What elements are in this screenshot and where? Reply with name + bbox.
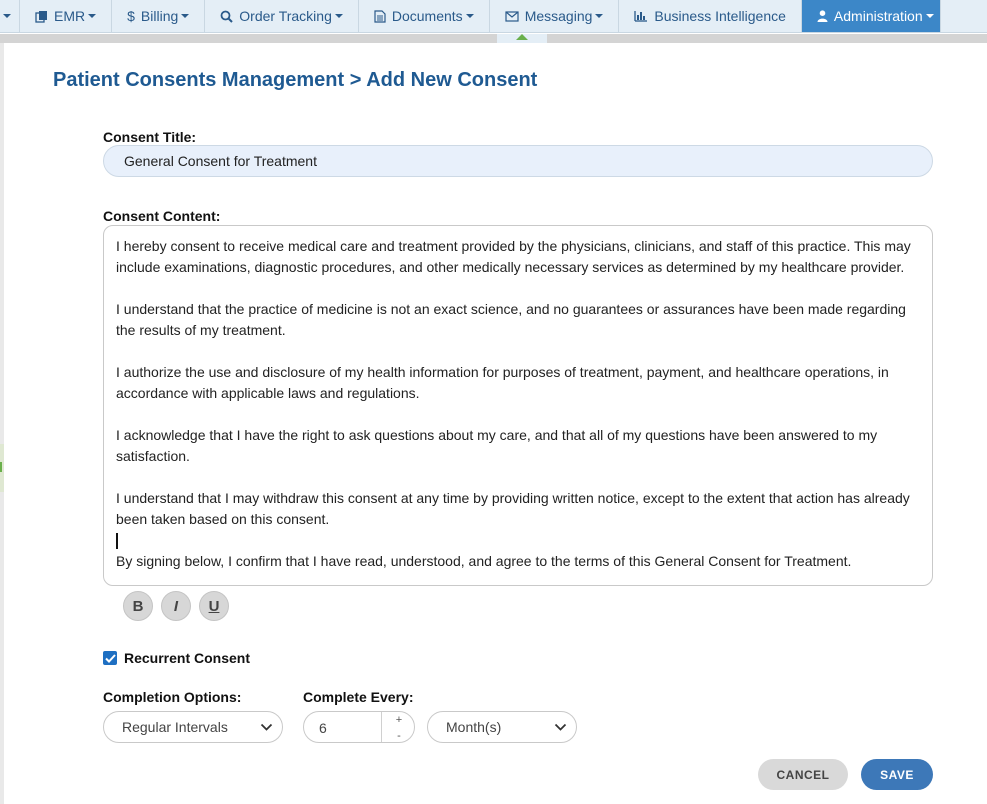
complete-every-label: Complete Every: [303,689,414,705]
period-value: Month(s) [446,719,502,735]
consent-paragraph: By signing below, I confirm that I have read, understood, and agree to the terms of this General Consent for Treatment. [116,553,852,569]
chevron-down-icon [554,722,567,732]
caret-down-icon [335,14,343,18]
consent-paragraph: I understand that I may withdraw this consent at any time by providing written notice, except to the extent that action has already been taken based on this consent. [116,490,910,527]
save-button[interactable]: SAVE [861,759,933,790]
consent-title-label: Consent Title: [103,129,197,145]
caret-down-icon [595,14,603,18]
nav-item-label: EMR [54,8,86,24]
underline-button[interactable]: U [199,591,229,621]
recurrent-consent-label: Recurrent Consent [124,650,251,666]
complete-every-stepper[interactable] [303,711,415,743]
consent-paragraph: I acknowledge that I have the right to ask questions about my care, and that all of my questions have been answered to my satisfaction. [116,427,878,464]
document-icon [374,10,386,23]
complete-every-value[interactable]: 6 [319,720,327,736]
consent-title-input[interactable] [103,145,933,177]
nav-item-billing[interactable] [112,0,205,32]
nav-item-business-intelligence[interactable] [619,0,802,32]
consent-paragraph: I authorize the use and disclosure of my health information for purposes of treatment, payment, and healthcare operations, in accordance with applicable laws and regulations. [116,364,889,401]
nav-item-label: Order Tracking [239,8,332,24]
completion-options-select[interactable] [103,711,283,743]
page-title: Patient Consents Management > Add New Consent [53,69,538,91]
stepper-decrement-button[interactable]: - [397,730,401,742]
file-copy-icon [35,10,48,23]
top-nav [0,0,987,33]
nav-item-label: Billing [140,8,179,24]
nav-item-label: Documents [391,8,463,24]
consent-paragraph: I hereby consent to receive medical care and treatment provided by the physicians, clinicians, and staff of this practice. This may include examinations, diagnostic procedures, and other medically necessary services as determined by my healthcare provider. [116,238,911,275]
consent-paragraph: I understand that the practice of medicine is not an exact science, and no guarantees or assurances have been made regarding the results of my treatment. [116,301,906,338]
nav-item-label: Administration [833,8,923,24]
caret-down-icon [88,14,96,18]
recurrent-consent-checkbox[interactable] [103,651,117,665]
caret-down-icon [926,14,934,18]
stepper-increment-button[interactable]: + [395,714,403,726]
nav-item-messaging[interactable] [490,0,620,32]
nav-item-order-tracking[interactable] [205,0,359,32]
nav-overflow-item[interactable] [0,0,20,32]
search-icon [220,10,233,23]
cancel-button[interactable]: CANCEL [758,759,848,790]
envelope-icon [505,11,519,22]
dollar-icon: $ [127,8,135,24]
nav-item-label: Messaging [524,8,593,24]
caret-down-icon [181,14,189,18]
consent-content-editor[interactable] [103,225,933,586]
triangle-up-icon [516,34,528,40]
nav-item-documents[interactable] [359,0,490,32]
user-icon [817,10,828,22]
bar-chart-icon [634,10,648,22]
caret-down-icon [466,14,474,18]
text-cursor [116,530,920,551]
bold-button[interactable]: B [123,591,153,621]
checkmark-icon [105,654,116,663]
nav-item-emr[interactable] [20,0,112,32]
nav-item-administration[interactable] [802,0,941,32]
nav-shadow-band [0,34,987,43]
consent-content-label: Consent Content: [103,208,221,224]
italic-button[interactable]: I [161,591,191,621]
completion-options-value: Regular Intervals [122,719,228,735]
chevron-down-icon [260,722,273,732]
nav-item-label: Business Intelligence [654,8,786,24]
completion-options-label: Completion Options: [103,689,242,705]
caret-down-icon [3,14,11,18]
period-select[interactable] [427,711,577,743]
